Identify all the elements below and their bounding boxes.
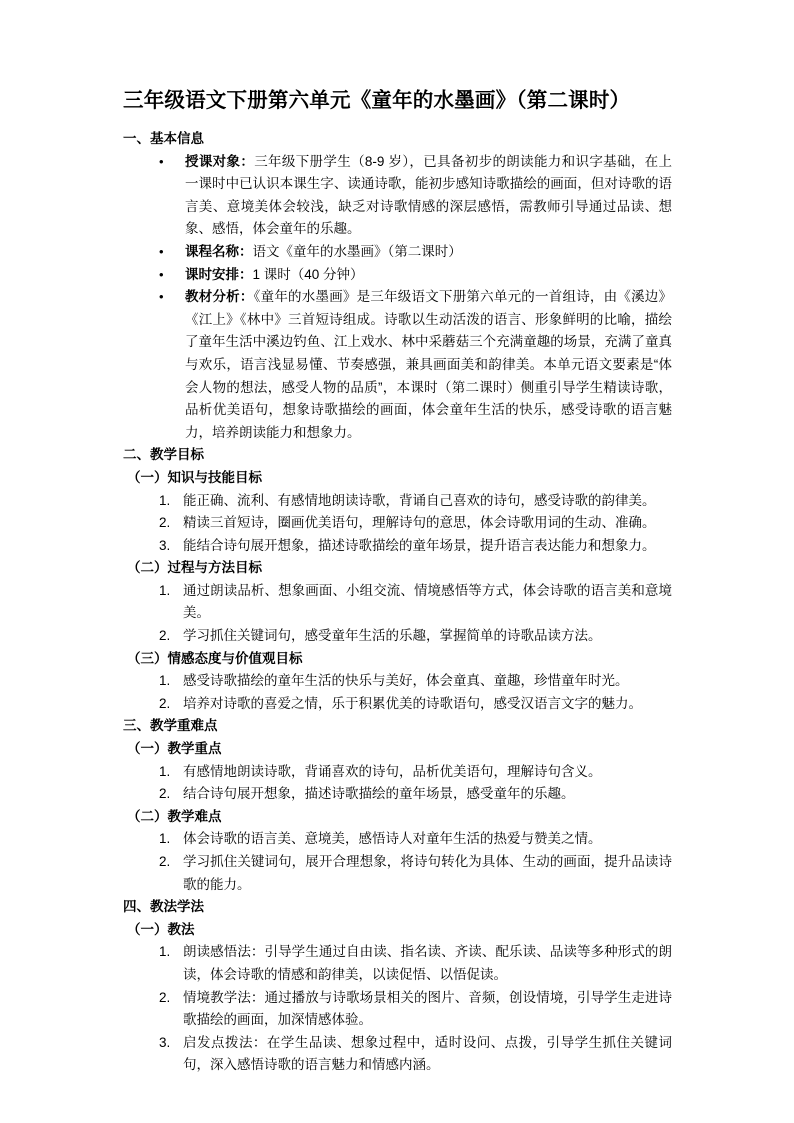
list-item: 通过朗读品析、想象画面、小组交流、情境感悟等方式，体会诗歌的语言美和意境美。 [183,582,672,621]
bullet-label: 教材分析 [185,289,240,305]
section-heading: 三、教学重难点 [123,718,218,734]
list-item: 能结合诗句展开想象，描述诗歌描绘的童年场景，提升语言表达能力和想象力。 [183,537,656,553]
bullet-text: 1 课时（40 分钟） [252,266,364,282]
list-item [123,286,672,444]
subsection-heading: （一）教学重点 [127,741,222,757]
difficult-points-list [123,828,672,896]
bullet-text: 语文《童年的水墨画》（第二课时） [252,243,462,259]
bullet-separator: ： [239,289,254,305]
bullet-label: 课程名称 [185,243,239,259]
bullet-label: 授课对象 [185,153,241,169]
bullet-text: 三年级下册学生（8-9 岁），已具备初步的朗读能力和识字基础，在上一课时中已认识本课生字、读通诗歌，能初步感知诗歌描绘的画面，但对诗歌的语言美、意境美体会较浅，缺乏对诗歌情感的深层感悟，需教师引导通过品读、想象、感悟，体会童年的乐趣。 [185,153,673,237]
list-item: 情境教学法：通过播放与诗歌场景相关的图片、音频，创设情境，引导学生走进诗歌描绘的画面，加深情感体验。 [183,989,672,1028]
bullet-separator: ： [240,153,255,169]
list-item: 感受诗歌描绘的童年生活的快乐与美好，体会童真、童趣，珍惜童年时光。 [183,673,629,689]
teaching-method-list [123,941,672,1077]
list-item: 培养对诗歌的喜爱之情，乐于积累优美的诗歌语句，感受汉语言文字的魅力。 [183,695,642,711]
subsection-heading: （三）情感态度与价值观目标 [127,650,303,666]
list-item: 能正确、流利、有感情地朗读诗歌，背诵自己喜欢的诗句，感受诗歌的韵律美。 [183,492,656,508]
list-item: 学习抓住关键词句，展开合理想象，将诗句转化为具体、生动的画面，提升品读诗歌的能力。 [183,854,672,892]
subsection-heading: （二）教学难点 [127,808,222,824]
bullet-text: 《童年的水墨画》是三年级语文下册第六单元的一首组诗，由《溪边》《江上》《林中》三首短诗组成。诗歌以生动活泼的语言、形象鲜明的比喻，描绘了童年生活中溪边钓鱼、江上戏水、林中采蘑菇三个充满童趣的场景，充满了童真与欢乐，语言浅显易懂、节奏感强，兼具画面美和韵律美。本单元语文要素是“体会人物的想法，感受人物的品质”，本课时（第二课时）侧重引导学生精读诗歌，品析优美语句，想象诗歌描绘的画面，体会童年生活的快乐，感受诗歌的语言魅力，培养朗读能力和想象力。 [185,289,673,440]
key-points-list [123,761,672,806]
bullet-separator: ： [239,266,253,282]
subsection-heading: （一）教法 [127,921,195,937]
subsection-heading: （二）过程与方法目标 [127,560,262,576]
section-key-difficult-points [123,715,672,896]
bullet-separator: ： [239,243,253,259]
list-item [123,264,672,287]
section-basic-info [123,128,672,444]
section-teaching-objectives [123,444,672,715]
list-item: 精读三首短诗，圈画优美语句，理解诗句的意思，体会诗歌用词的生动、准确。 [183,515,656,531]
list-item: 启发点拨法：在学生品读、想象过程中，适时设问、点拨，引导学生抓住关键词句，深入感悟诗歌的语言魅力和情感内涵。 [183,1034,672,1073]
list-item: 体会诗歌的语言美、意境美，感悟诗人对童年生活的热爱与赞美之情。 [183,831,602,847]
subsection-heading: （一）知识与技能目标 [127,469,262,485]
objective-list-process [123,580,672,648]
list-item [123,151,672,241]
bullet-label: 课时安排 [185,266,239,282]
section-heading: 一、基本信息 [123,131,204,146]
page-title: 三年级语文下册第六单元《童年的水墨画》（第二课时） [123,89,631,112]
list-item: 有感情地朗读诗歌，背诵喜欢的诗句，品析优美语句，理解诗句含义。 [183,763,602,779]
section-heading: 二、教学目标 [123,447,204,463]
section-teaching-methods [123,896,672,1077]
list-item: 学习抓住关键词句，感受童年生活的乐趣，掌握简单的诗歌品读方法。 [183,628,602,644]
section-heading: 四、教法学法 [123,899,204,915]
list-item: 朗读感悟法：引导学生通过自由读、指名读、齐读、配乐读、品读等多种形式的朗读，体会诗歌的情感和韵律美，以读促悟、以悟促读。 [183,944,672,982]
list-item: 结合诗句展开想象，描述诗歌描绘的童年场景，感受童年的乐趣。 [183,786,575,802]
objective-list-knowledge [123,490,672,558]
list-item [123,241,672,264]
basic-info-list [123,151,672,445]
objective-list-emotion [123,670,672,715]
